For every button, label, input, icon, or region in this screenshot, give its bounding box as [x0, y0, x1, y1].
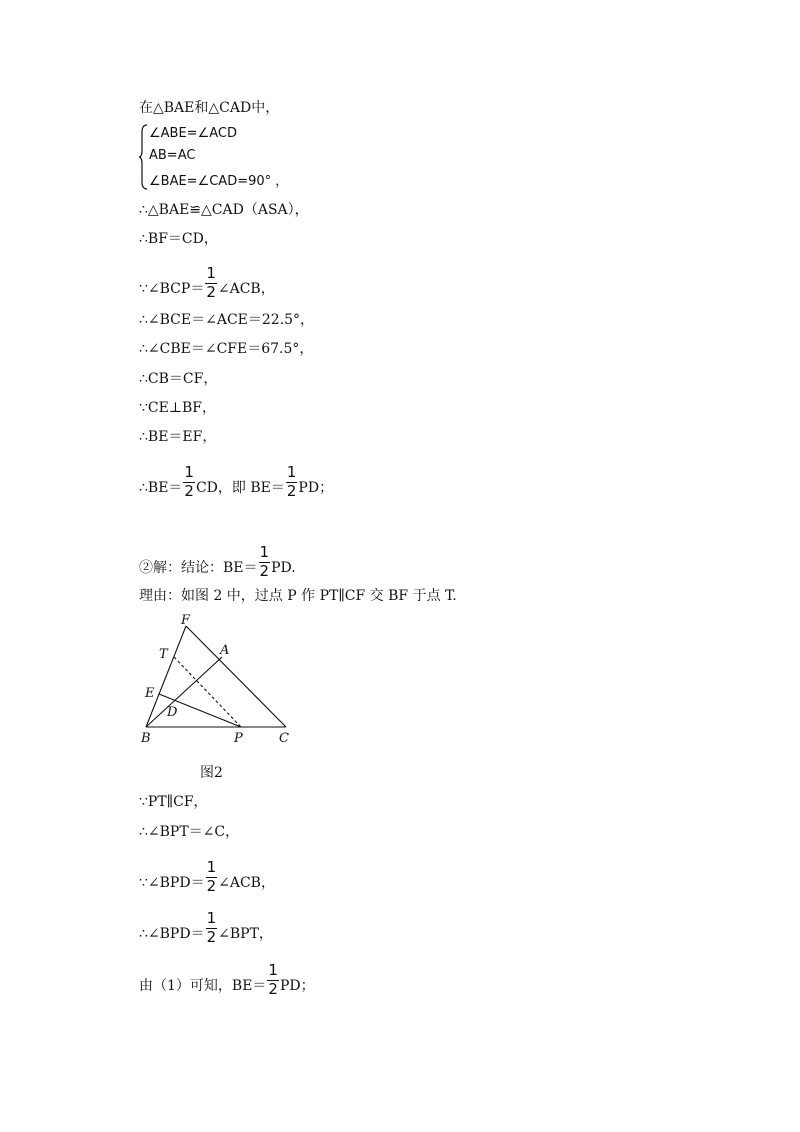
- system-row-1: ∠ABE=∠ACD: [149, 126, 237, 141]
- fraction-numerator: 1: [206, 909, 217, 927]
- fraction-half: [267, 963, 279, 997]
- fraction-half: [183, 465, 195, 499]
- text-line-reason: 理由：如图 2 中，过点 P 作 PT∥CF 交 BF 于点 T.: [139, 588, 457, 604]
- text-line-ce-perp: ∵CE⊥BF，: [139, 400, 217, 416]
- fraction-half: [286, 465, 298, 499]
- fraction-denominator: 2: [184, 482, 194, 500]
- text-segment: ②解：结论：BE＝: [139, 560, 258, 576]
- text-line-pt-parallel: ∵PT∥CF，: [139, 794, 208, 810]
- fraction-numerator: 1: [268, 961, 278, 979]
- system-row-2: AB=AC: [149, 148, 196, 163]
- text-line-be-ef: ∴BE＝EF，: [139, 429, 217, 445]
- text-line-bf-cd: ∴BF＝CD，: [139, 231, 218, 247]
- text-segment: PD；: [298, 480, 334, 496]
- text-line-bpd-bpt: [139, 909, 273, 951]
- text-line-congruence: ∴△BAE≌△CAD（ASA），: [139, 202, 309, 218]
- text-segment: ∠ACB，: [217, 281, 275, 297]
- fraction-half: [259, 545, 271, 579]
- label-t: T: [159, 647, 168, 662]
- text-line-cbe: ∴∠CBE＝∠CFE＝67.5°，: [139, 341, 314, 357]
- text-segment: PD；: [279, 978, 315, 994]
- text-segment: ∴∠BPD＝: [139, 926, 205, 942]
- text-segment: ∴BE＝: [139, 480, 183, 496]
- fraction-denominator: 2: [206, 928, 217, 946]
- text-line-be-half-cd: [139, 463, 334, 505]
- text-line-conclusion: [139, 543, 296, 585]
- fraction-denominator: 2: [286, 482, 297, 500]
- fraction-numerator: 1: [206, 858, 217, 876]
- text-line-bpd-acb: [139, 858, 275, 900]
- text-line-cb-cf: ∴CB＝CF，: [139, 371, 218, 387]
- label-c: C: [279, 731, 289, 746]
- fraction-numerator: 1: [184, 463, 194, 481]
- label-d: D: [167, 705, 178, 720]
- text-segment: ∵∠BCP＝: [139, 281, 205, 297]
- text-segment: ∠ACB，: [218, 875, 275, 891]
- text-line-bce: ∴∠BCE＝∠ACE＝22.5°，: [139, 312, 315, 328]
- segment-bf: [146, 626, 186, 727]
- label-p: P: [234, 731, 243, 746]
- fraction-denominator: 2: [268, 980, 278, 998]
- text-line-intro: 在△BAE和△CAD中，: [139, 100, 280, 116]
- fraction-denominator: 2: [206, 877, 217, 895]
- label-b: B: [141, 731, 151, 746]
- fraction-half: [205, 266, 217, 300]
- fraction-half: [206, 911, 218, 945]
- label-e: E: [145, 686, 155, 701]
- fraction-numerator: 1: [259, 543, 270, 561]
- segment-ba: [146, 657, 222, 727]
- fraction-numerator: 1: [206, 264, 216, 282]
- text-segment: 由（1）可知，BE＝: [139, 978, 267, 994]
- geometry-figure: [130, 606, 310, 756]
- system-row-3: ∠BAE=∠CAD=90° ，: [149, 174, 289, 189]
- fraction-denominator: 2: [259, 562, 270, 580]
- figure-caption: 图2: [200, 765, 223, 781]
- label-a: A: [220, 643, 230, 658]
- left-brace: [139, 124, 149, 190]
- text-line-final: [139, 961, 315, 1003]
- text-line-bcp: [139, 264, 275, 306]
- text-segment: ∠BPT，: [218, 926, 273, 942]
- text-segment: PD.: [271, 560, 296, 576]
- text-segment: CD，即 BE＝: [195, 480, 285, 496]
- label-f: F: [181, 613, 191, 628]
- text-line-bpt-angle: ∴∠BPT＝∠C，: [139, 824, 240, 840]
- fraction-numerator: 1: [286, 463, 297, 481]
- text-segment: ∵∠BPD＝: [139, 875, 205, 891]
- fraction-half: [206, 860, 218, 894]
- fraction-denominator: 2: [206, 283, 216, 301]
